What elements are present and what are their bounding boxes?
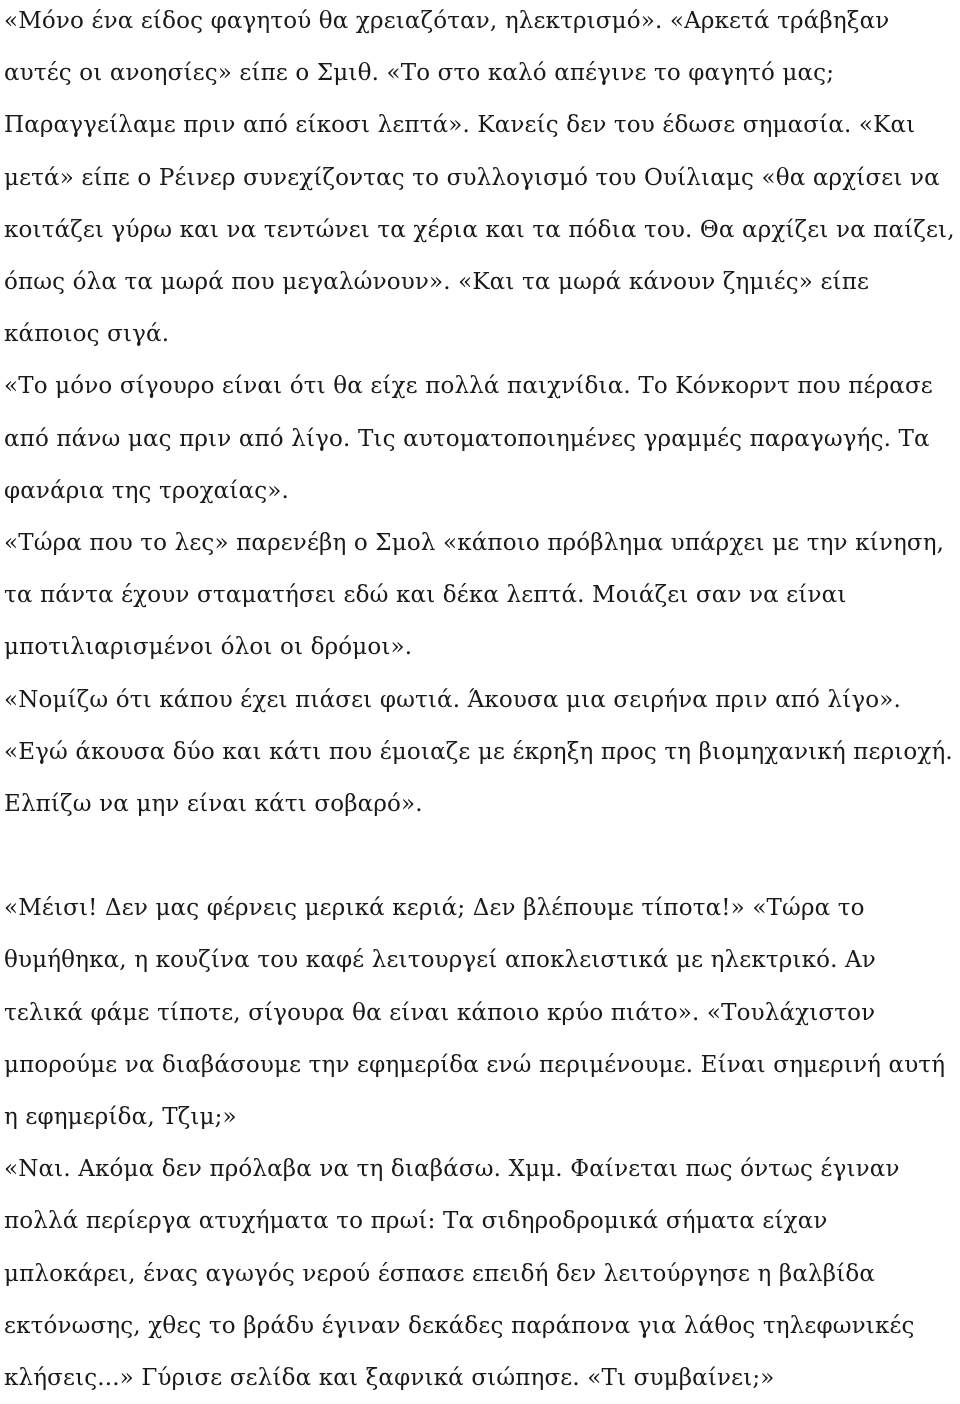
paragraph-break: [4, 830, 956, 882]
document-page: [4, 0, 956, 1404]
paragraph: «Το μόνο σίγουρο είναι ότι θα είχε πολλά παιχνίδια. Το Κόνκορντ που πέρασε από πάνω μας πριν από λίγο. Τις αυτοματοποιημένες γραμμές παραγωγής. Τα φανάρια της τροχαίας».: [4, 373, 933, 504]
paragraph: «Εγώ άκουσα δύο και κάτι που έμοιαζε με έκρηξη προς τη βιομηχανική περιοχή. Ελπίζω να μην είναι κάτι σοβαρό».: [4, 738, 953, 818]
paragraph: «Τώρα που το λες» παρενέβη ο Σμολ «κάποιο πρόβλημα υπάρχει με την κίνηση, τα πάντα έχουν σταματήσει εδώ και δέκα λεπτά. Μοιάζει σαν να είναι μποτιλιαρισμένοι όλοι οι δρόμοι».: [4, 530, 945, 661]
paragraph: «Μόνο ένα είδος φαγητού θα χρειαζόταν, ηλεκτρισμό». «Αρκετά τράβηξαν αυτές οι ανοησίες» είπε ο Σμιθ. «Το στο καλό απέγινε το φαγητό μας; Παραγγείλαμε πριν από είκοσι λεπτά». Κανείς δεν του έδωσε σημασία. «Και μετά» είπε ο Ρέινερ συνεχίζοντας το συλλογισμό του Ουίλιαμς «θα αρχίσει να κοιτάζει γύρω και να τεντώνει τα χέρια και τα πόδια του. Θα αρχίζει να παίζει, όπως όλα τα μωρά που μεγαλώνουν». «Και τα μωρά κάνουν ζημιές» είπε κάποιος σιγά.: [4, 8, 955, 348]
paragraph: «Μέισι! Δεν μας φέρνεις μερικά κεριά; Δεν βλέπουμε τίποτα!» «Τώρα το θυμήθηκα, η κουζίνα του καφέ λειτουργεί αποκλειστικά με ηλεκτρικό. Αν τελικά φάμε τίποτε, σίγουρα θα είναι κάποιο κρύο πιάτο». «Τουλάχιστον μπορούμε να διαβάσουμε την εφημερίδα ενώ περιμένουμε. Είναι σημερινή αυτή η εφημερίδα, Τζιμ;»: [4, 895, 946, 1131]
paragraph: «Νομίζω ότι κάπου έχει πιάσει φωτιά. Άκουσα μια σειρήνα πριν από λίγο».: [4, 686, 901, 713]
paragraph: «Ναι. Ακόμα δεν πρόλαβα να τη διαβάσω. Χμμ. Φαίνεται πως όντως έγιναν πολλά περίεργα ατυχήματα το πρωί: Τα σιδηροδρομικά σήματα είχαν μπλοκάρει, ένας αγωγός νερού έσπασε επειδή δεν λειτούργησε η βαλβίδα εκτόνωσης, χθες το βράδυ έγιναν δεκάδες παράπονα για λάθος τηλεφωνικές κλήσεις...» Γύρισε σελίδα και ξαφνικά σιώπησε. «Τι συμβαίνει;»: [4, 1156, 915, 1392]
